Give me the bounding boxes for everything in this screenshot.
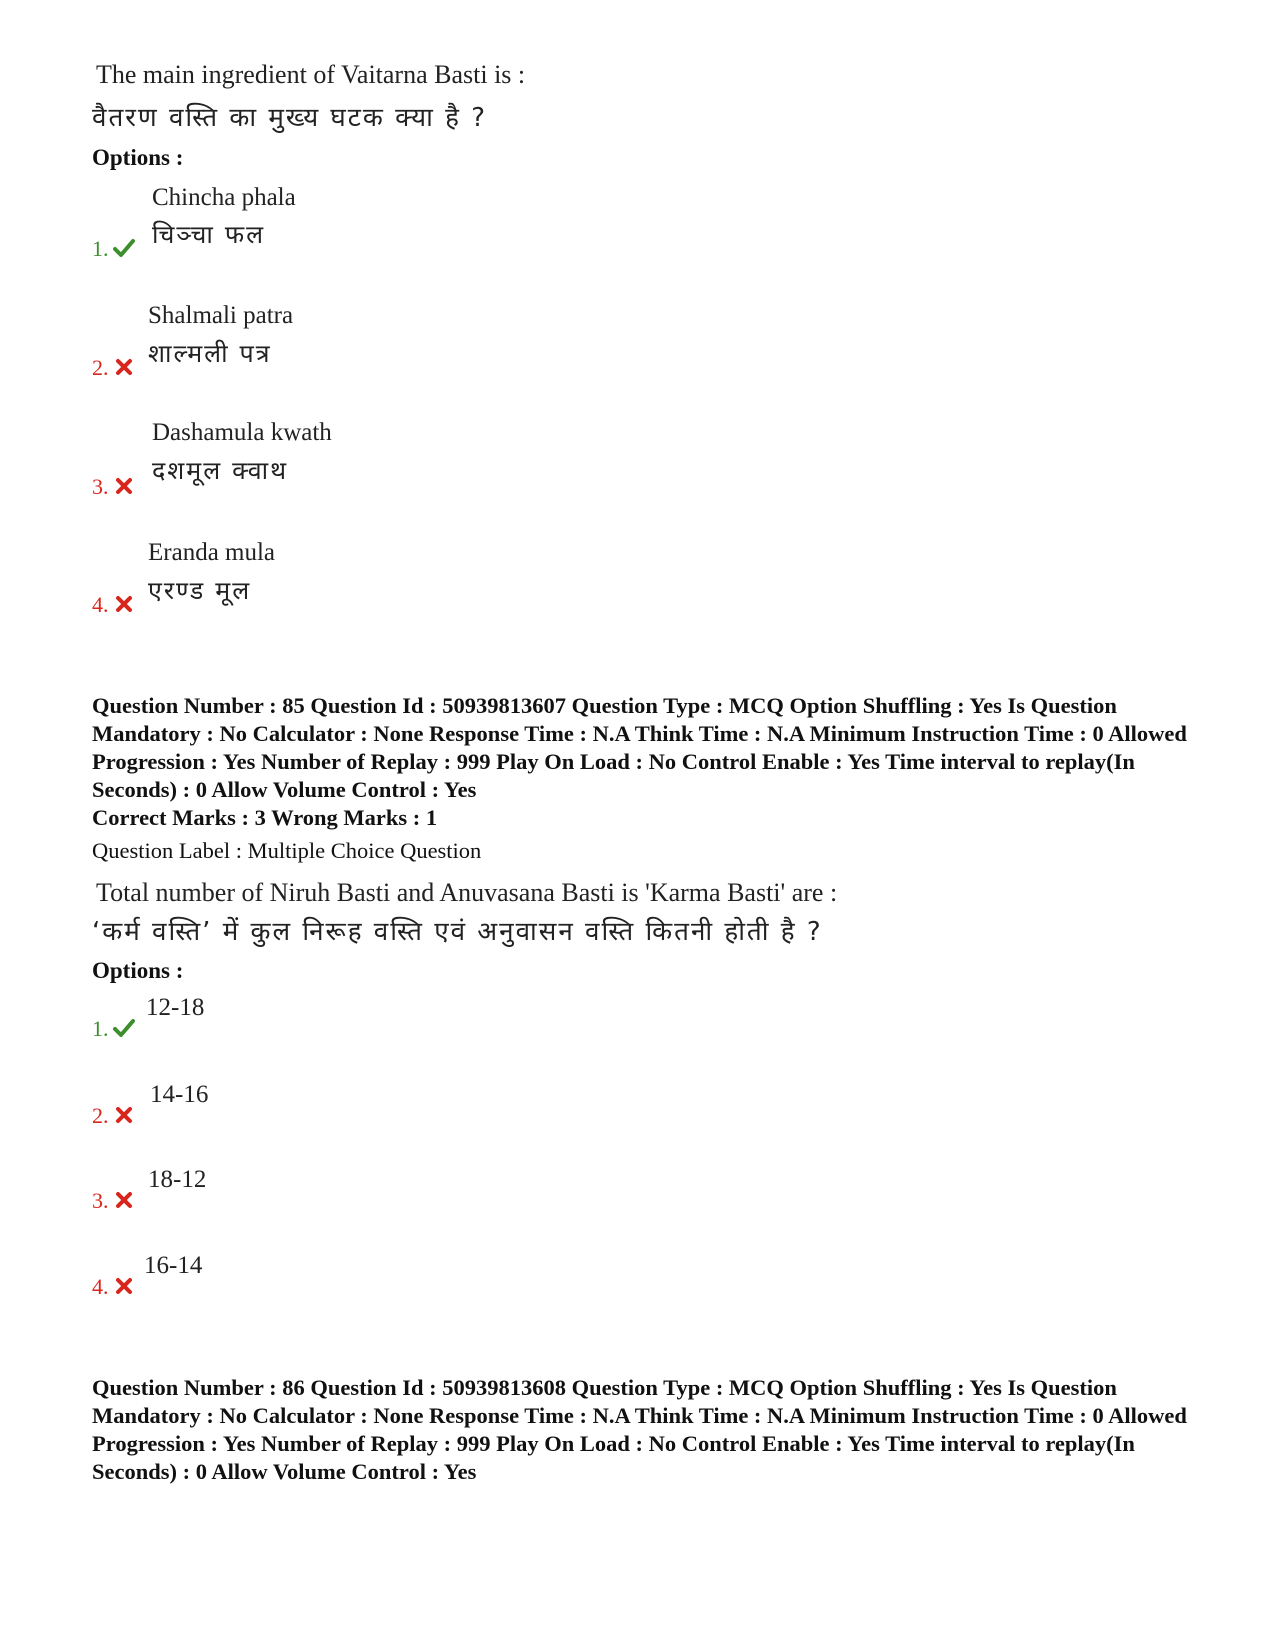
- question-text-en: Total number of Niruh Basti and Anuvasana Basti is 'Karma Basti' are :: [96, 878, 838, 907]
- option-number: [92, 1188, 135, 1214]
- option-text-en: Shalmali patra: [148, 302, 294, 329]
- question-text-hi: ‘कर्म वस्ति’ में कुल निरूह वस्ति एवं अनुवासन वस्ति कितनी होती है ?: [92, 917, 823, 947]
- option-number-label: 1.: [92, 1016, 109, 1041]
- cross-icon: [113, 357, 135, 377]
- option-number: [92, 1103, 135, 1129]
- cross-icon: [113, 1105, 135, 1125]
- question-text-en: The main ingredient of Vaitarna Basti is :: [96, 60, 526, 89]
- option-text-hi: चिञ्चा फल: [152, 220, 266, 249]
- option-number: [92, 1274, 135, 1300]
- cross-icon: [113, 476, 135, 496]
- option-text-hi: एरण्ड मूल: [148, 576, 252, 605]
- question-text-hi: वैतरण वस्ति का मुख्य घटक क्या है ?: [92, 103, 487, 133]
- check-icon: [113, 238, 135, 258]
- option-number-label: 3.: [92, 1188, 109, 1213]
- option-text-en: 12-18: [146, 994, 205, 1021]
- cross-icon: [113, 1190, 135, 1210]
- option-number-label: 4.: [92, 592, 109, 617]
- option-number: [92, 474, 135, 500]
- option-text-en: 16-14: [144, 1252, 203, 1279]
- option-text-en: Dashamula kwath: [152, 419, 332, 446]
- option-number: [92, 1016, 135, 1042]
- options-label: Options :: [92, 958, 184, 983]
- check-icon: [113, 1018, 135, 1038]
- option-number: [92, 355, 135, 381]
- options-label: Options :: [92, 145, 184, 170]
- question-label: Question Label : Multiple Choice Question: [92, 838, 482, 863]
- option-number: [92, 236, 135, 262]
- option-text-hi: शाल्मली पत्र: [148, 339, 272, 368]
- option-text-en: Eranda mula: [148, 539, 276, 566]
- option-number-label: 2.: [92, 1103, 109, 1128]
- option-number-label: 3.: [92, 474, 109, 499]
- option-text-en: 18-12: [148, 1166, 207, 1193]
- option-text-en: Chincha phala: [152, 184, 296, 211]
- marks-line: Correct Marks : 3 Wrong Marks : 1: [92, 805, 438, 830]
- option-number-label: 2.: [92, 355, 109, 380]
- option-text-hi: दशमूल क्वाथ: [152, 456, 289, 485]
- question-meta: Question Number : 85 Question Id : 50939813607 Question Type : MCQ Option Shuffling : Yes Is Question Mandatory : No Calculator : None Response Time : N.A Think Time : N.A Minimum Instruction Time : 0 Allowed Progression : Yes Number of Replay : 999 Play On Load : No Control Enable : Yes Time interval to replay(In Seconds) : 0 Allow Volume Control : Yes: [92, 693, 1187, 802]
- cross-icon: [113, 594, 135, 614]
- question-meta: Question Number : 86 Question Id : 50939813608 Question Type : MCQ Option Shuffling : Yes Is Question Mandatory : No Calculator : None Response Time : N.A Think Time : N.A Minimum Instruction Time : 0 Allowed Progression : Yes Number of Replay : 999 Play On Load : No Control Enable : Yes Time interval to replay(In Seconds) : 0 Allow Volume Control : Yes: [92, 1375, 1187, 1484]
- option-number-label: 1.: [92, 236, 109, 261]
- option-number-label: 4.: [92, 1274, 109, 1299]
- cross-icon: [113, 1276, 135, 1296]
- option-number: [92, 592, 135, 618]
- option-text-en: 14-16: [150, 1081, 209, 1108]
